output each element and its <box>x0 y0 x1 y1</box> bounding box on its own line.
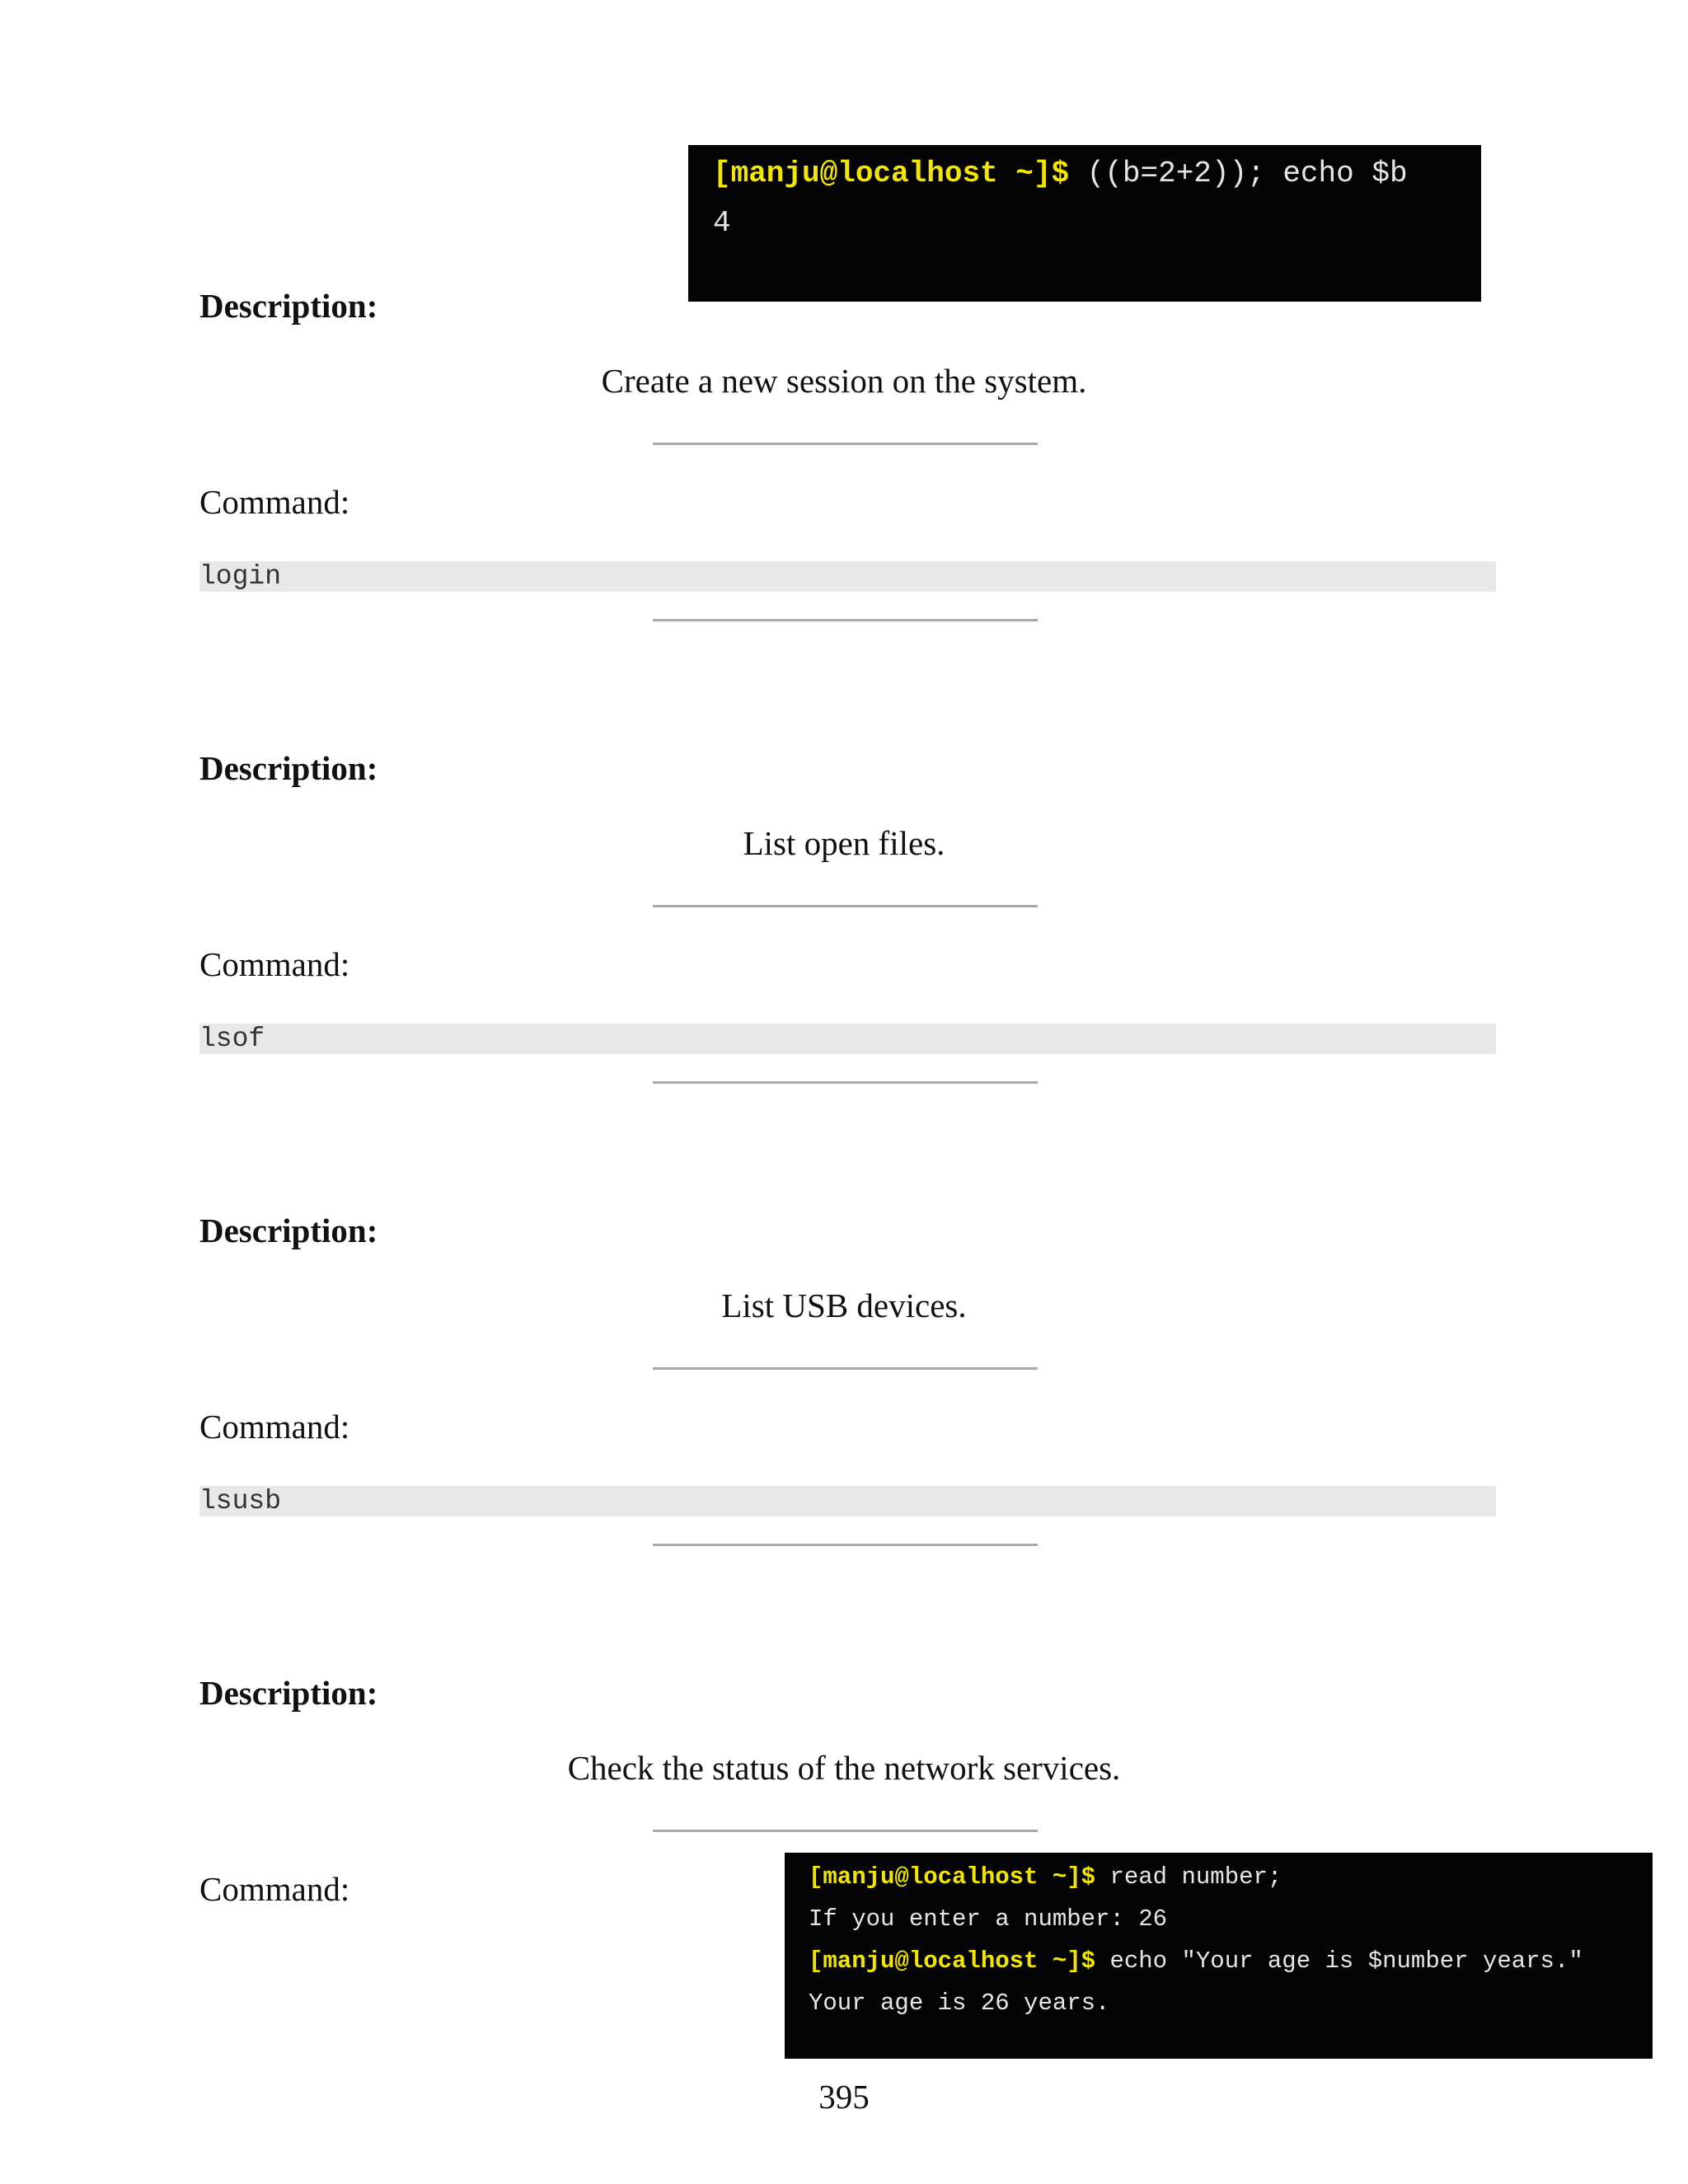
description-text: Check the status of the network services. <box>567 1749 1121 1787</box>
page-number: 395 <box>818 2078 870 2116</box>
terminal-screenshot-bottom <box>785 1853 1653 2059</box>
divider <box>653 1544 1038 1546</box>
terminal-line <box>809 1863 1282 1891</box>
command-label: Command: <box>199 483 350 521</box>
divider <box>653 1081 1038 1084</box>
command-code: lsusb <box>199 1486 1496 1516</box>
divider <box>653 1830 1038 1832</box>
terminal-command: echo "Your age is $number years." <box>1095 1947 1583 1975</box>
terminal-prompt: [manju@localhost ~]$ <box>809 1863 1096 1891</box>
command-label: Command: <box>199 1408 350 1446</box>
description-label: Description: <box>199 1212 378 1249</box>
divider <box>653 443 1038 445</box>
description-text: List USB devices. <box>721 1286 967 1324</box>
terminal-output: If you enter a number: 26 <box>809 1905 1168 1933</box>
command-code: login <box>199 561 1496 592</box>
description-text: Create a new session on the system. <box>601 362 1087 400</box>
divider <box>653 1367 1038 1370</box>
command-label: Command: <box>199 945 350 983</box>
command-label: Command: <box>199 1870 350 1908</box>
description-text: List open files. <box>743 824 945 862</box>
terminal-output: 4 <box>713 206 731 240</box>
divider <box>653 619 1038 621</box>
description-label: Description: <box>199 1674 378 1712</box>
terminal-screenshot-top <box>688 145 1481 302</box>
terminal-line <box>713 157 1408 190</box>
terminal-command: read number; <box>1095 1863 1282 1891</box>
command-code: lsof <box>199 1024 1496 1054</box>
terminal-output: Your age is 26 years. <box>809 1990 1110 2017</box>
description-label: Description: <box>199 287 378 325</box>
terminal-command: ((b=2+2)); echo $b <box>1069 157 1408 190</box>
terminal-prompt: [manju@localhost ~]$ <box>809 1947 1096 1975</box>
terminal-line <box>809 1947 1583 1975</box>
description-label: Description: <box>199 749 378 787</box>
divider <box>653 905 1038 907</box>
terminal-prompt: [manju@localhost ~]$ <box>713 157 1070 190</box>
